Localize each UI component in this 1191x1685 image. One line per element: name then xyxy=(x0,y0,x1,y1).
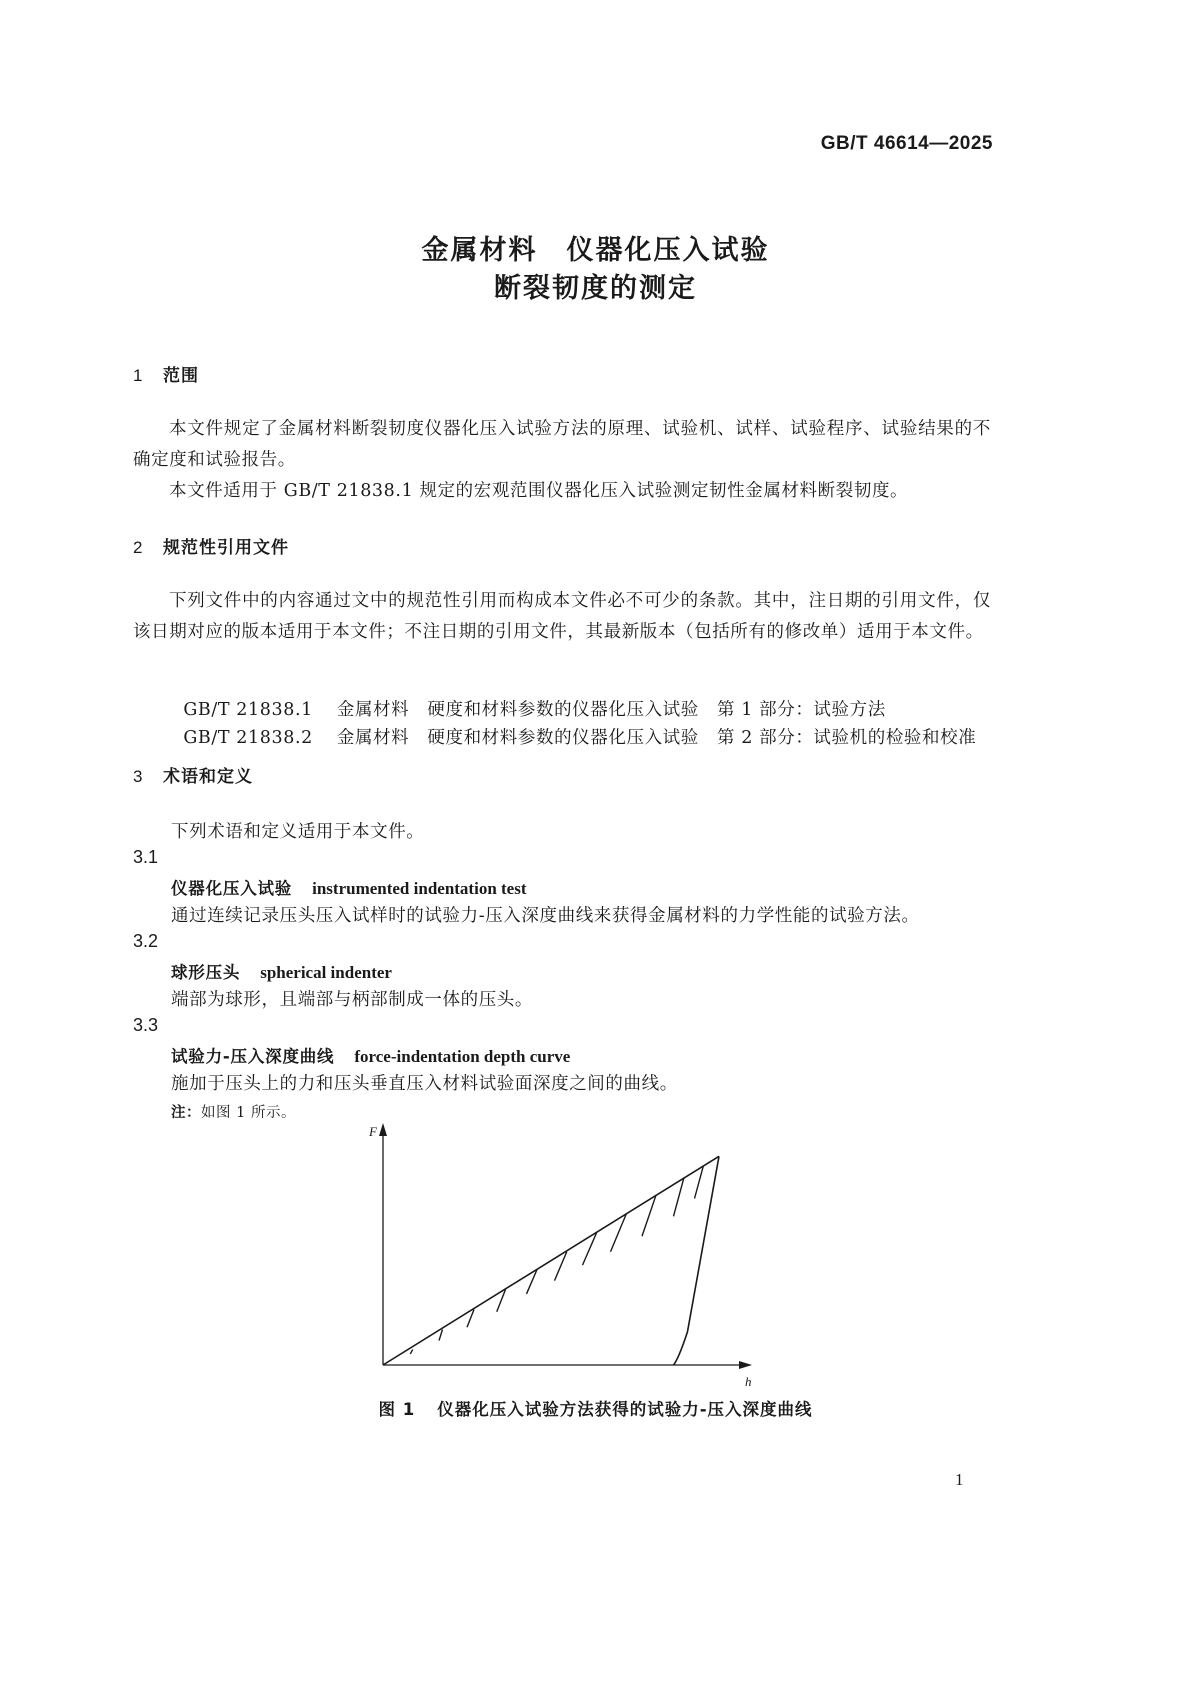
term-english: spherical indenter xyxy=(260,963,392,982)
section-title: 术语和定义 xyxy=(163,767,253,787)
standard-number: GB/T 46614—2025 xyxy=(820,133,993,154)
term-heading xyxy=(171,1043,570,1067)
partial-unload-line xyxy=(410,1349,412,1353)
x-axis-label: h xyxy=(745,1374,752,1389)
x-axis-arrow xyxy=(739,1361,752,1369)
partial-unload-line xyxy=(642,1195,656,1236)
force-depth-chart xyxy=(360,1118,780,1390)
section-title: 规范性引用文件 xyxy=(163,538,289,558)
term-definition: 施加于压头上的力和压头垂直压入材料试验面深度之间的曲线。 xyxy=(171,1074,678,1094)
reference-code: GB/T 21838.2 xyxy=(183,728,313,748)
reference-title: 金属材料 硬度和材料参数的仪器化压入试验 第 1 部分：试验方法 xyxy=(336,700,886,720)
term-chinese: 试验力-压入深度曲线 xyxy=(171,1047,335,1066)
section-number: 1 xyxy=(133,366,144,385)
unloading-curve xyxy=(674,1156,720,1365)
term-heading xyxy=(171,875,527,899)
term-heading xyxy=(171,959,392,983)
term-number: 3.3 xyxy=(133,1015,159,1035)
section-1-paragraph-2: 本文件适用于 GB/T 21838.1 规定的宏观范围仪器化压入试验测定韧性金属材料断裂韧度。 xyxy=(169,481,909,501)
title-line-1: 金属材料 仪器化压入试验 xyxy=(421,235,770,266)
y-axis-arrow xyxy=(379,1123,387,1136)
term-number: 3.1 xyxy=(133,847,159,867)
title-line-2: 断裂韧度的测定 xyxy=(494,273,697,304)
term-number: 3.2 xyxy=(133,931,159,951)
section-number: 2 xyxy=(133,538,144,557)
page-number: 1 xyxy=(955,1470,964,1489)
section-title: 范围 xyxy=(163,366,199,386)
note-text: 如图 1 所示。 xyxy=(201,1105,296,1121)
figure-title: 仪器化压入试验方法获得的试验力-压入深度曲线 xyxy=(437,1400,813,1419)
figure-label: 图 1 xyxy=(378,1400,416,1419)
section-1-heading xyxy=(133,361,199,386)
term-definition: 端部为球形，且端部与柄部制成一体的压头。 xyxy=(171,990,533,1010)
section-1-paragraph-1: 本文件规定了金属材料断裂韧度仪器化压入试验方法的原理、试验机、试样、试验程序、试验结果的不确定度和试验报告。 xyxy=(133,419,991,470)
partial-unload-line xyxy=(555,1252,567,1281)
plot-area xyxy=(383,1156,719,1365)
reference-code: GB/T 21838.1 xyxy=(183,700,313,720)
note xyxy=(171,1101,296,1122)
section-2-heading xyxy=(133,533,289,558)
loading-curve xyxy=(383,1156,719,1365)
partial-unload-line xyxy=(439,1329,443,1340)
term-chinese: 球形压头 xyxy=(171,963,241,982)
section-2-paragraph: 下列文件中的内容通过文中的规范性引用而构成本文件必不可少的条款。其中，注日期的引用文件，仅该日期对应的版本适用于本文件；不注日期的引用文件，其最新版本（包括所有的修改单）适用于本文件。 xyxy=(133,591,991,642)
term-definition: 通过连续记录压头压入试样时的试验力-压入深度曲线来获得金属材料的力学性能的试验方法。 xyxy=(171,906,920,926)
section-number: 3 xyxy=(133,767,144,786)
partial-unload-line xyxy=(583,1233,597,1265)
term-chinese: 仪器化压入试验 xyxy=(171,879,293,898)
term-english: instrumented indentation test xyxy=(312,879,527,898)
reference-title: 金属材料 硬度和材料参数的仪器化压入试验 第 2 部分：试验机的检验和校准 xyxy=(336,728,977,748)
section-3-heading xyxy=(133,762,253,787)
y-axis-label: F xyxy=(369,1124,377,1139)
figure-caption xyxy=(0,1396,1191,1420)
term-english: force-indentation depth curve xyxy=(354,1047,571,1066)
section-3-intro: 下列术语和定义适用于本文件。 xyxy=(171,822,425,842)
reference-item xyxy=(171,704,976,749)
note-label: 注： xyxy=(171,1105,201,1121)
